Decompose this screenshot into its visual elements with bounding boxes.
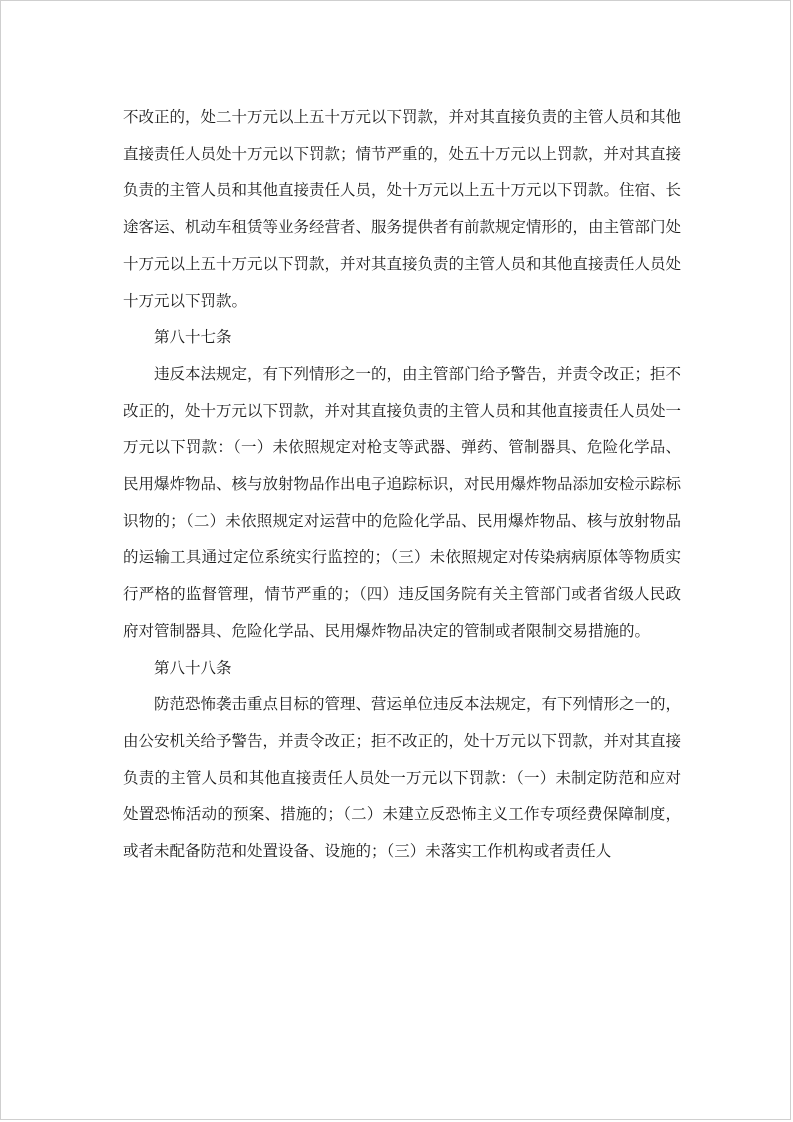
article-heading-87: 第八十七条 [154, 328, 232, 347]
article-heading-88: 第八十八条 [154, 658, 232, 677]
paragraph-continuation: 不改正的，处二十万元以上五十万元以下罚款，并对其直接负责的主管人员和其他直接责任人员处十万元以下罚款；情节严重的，处五十万元以上罚款，并对其直接负责的主管人员和其他直接责任人员，处十万元以上五十万元以下罚款。住宿、长途客运、机动车租赁等业务经营者、服务提供者有前款规定情形的，由主管部门处十万元以上五十万元以下罚款，并对其直接负责的主管人员和其他直接责任人员处十万元以下罚款。 [123, 108, 682, 310]
article-87-body: 违反本法规定，有下列情形之一的，由主管部门给予警告，并责令改正；拒不改正的，处十万元以下罚款，并对其直接负责的主管人员和其他直接责任人员处一万元以下罚款：（一）未依照规定对枪支等武器、弹药、管制器具、危险化学品、民用爆炸物品、核与放射物品作出电子追踪标识，对民用爆炸物品添加安检示踪标识物的；（二）未依照规定对运营中的危险化学品、民用爆炸物品、核与放射物品的运输工具通过定位系统实行监控的；（三）未依照规定对传染病病原体等物质实行严格的监督管理，情节严重的；（四）违反国务院有关主管部门或者省级人民政府对管制器具、危险化学品、民用爆炸物品决定的管制或者限制交易措施的。 [123, 364, 682, 640]
article-88-body: 防范恐怖袭击重点目标的管理、营运单位违反本法规定，有下列情形之一的，由公安机关给予警告，并责令改正；拒不改正的，处十万元以下罚款，并对其直接负责的主管人员和其他直接责任人员处一万元以下罚款：（一）未制定防范和应对处置恐怖活动的预案、措施的；（二）未建立反恐怖主义工作专项经费保障制度，或者未配备防范和处置设备、设施的；（三）未落实工作机构或者责任人 [123, 695, 682, 861]
document-body [123, 99, 681, 870]
